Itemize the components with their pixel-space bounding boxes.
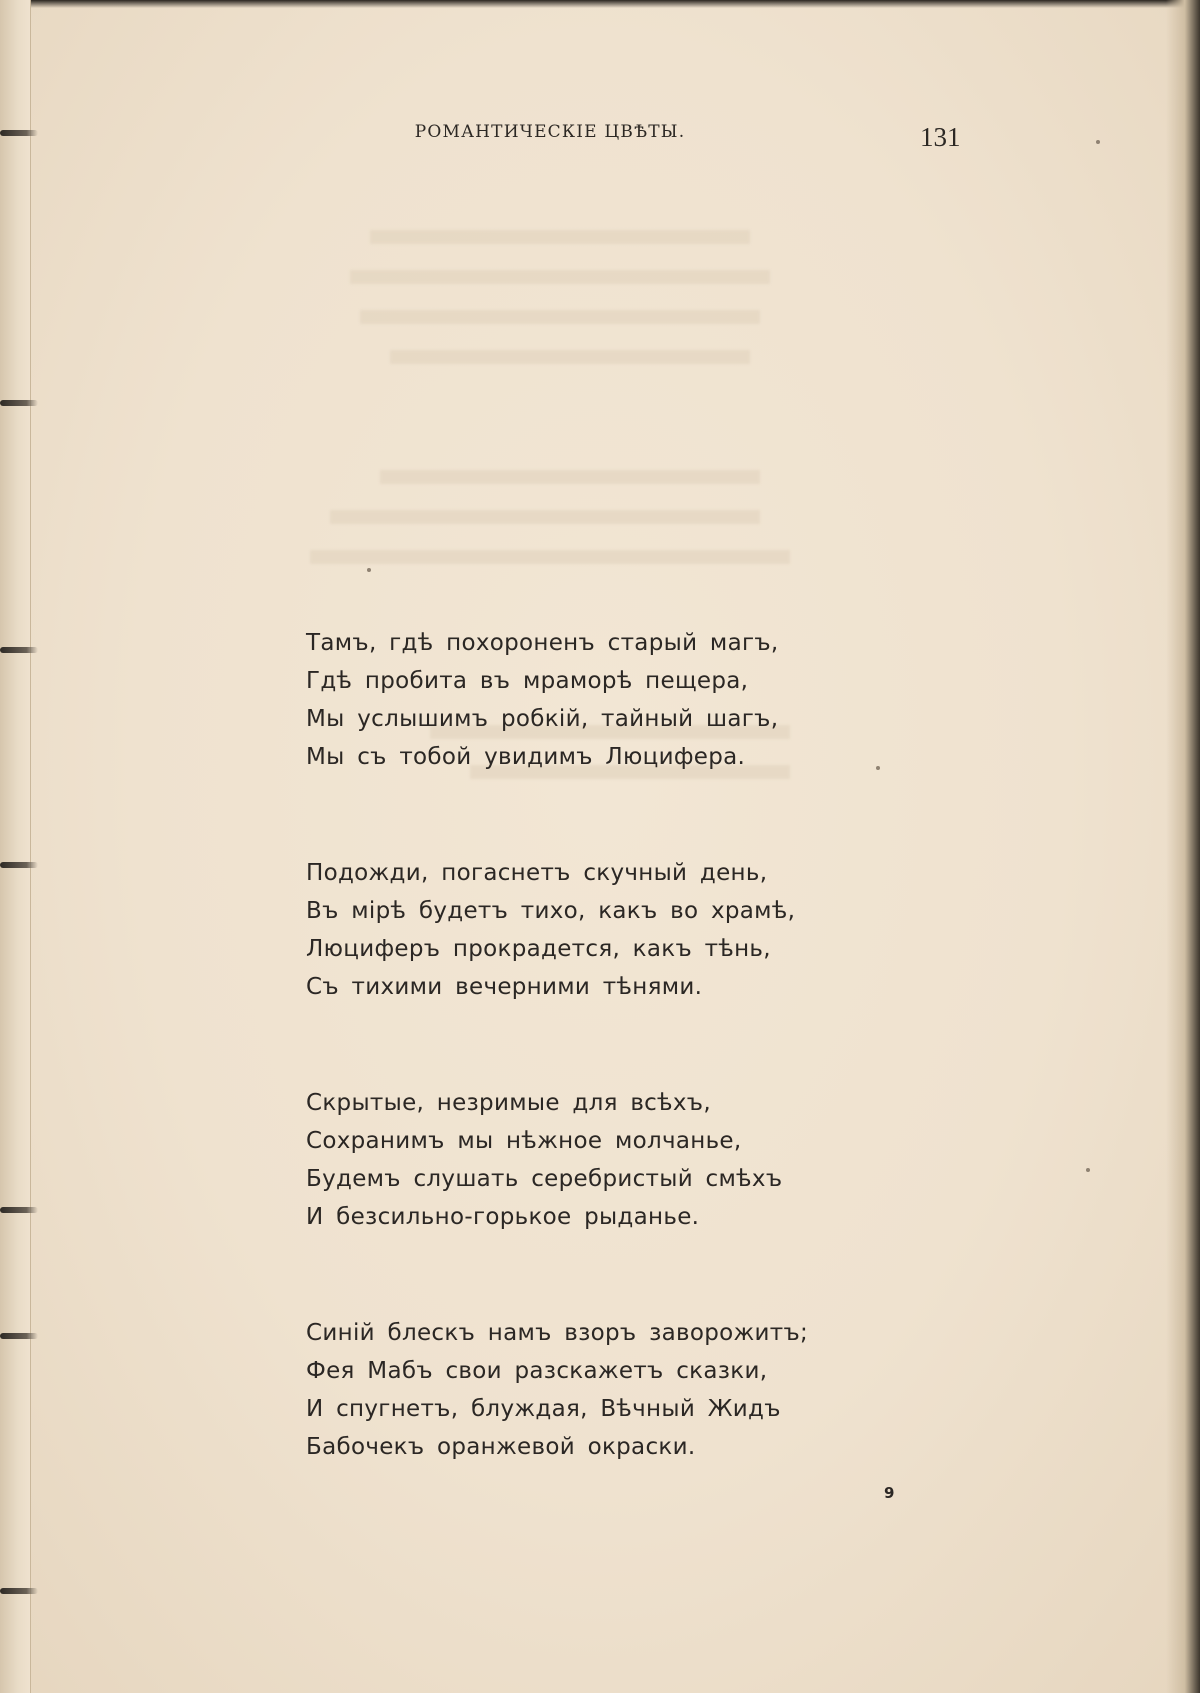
binding-stitch <box>0 862 38 868</box>
poem-line: И безсильно-горькое рыданье. <box>306 1204 700 1230</box>
stanza <box>306 1314 866 1466</box>
running-head: РОМАНТИЧЕСКІЕ ЦВѢТЫ. <box>414 122 686 142</box>
poem-line: Мы съ тобой увидимъ Люцифера. <box>306 744 746 770</box>
poem-line: И спугнетъ, блуждая, Вѣчный Жидъ <box>306 1396 781 1422</box>
binding-strip <box>0 0 31 1693</box>
binding-stitch <box>0 400 38 406</box>
binding-stitch <box>0 1207 38 1213</box>
page-number: 131 <box>920 122 961 152</box>
poem-line: Съ тихими вечерними тѣнями. <box>306 974 703 1000</box>
stanza <box>306 1084 866 1236</box>
poem-line: Скрытые, незримые для всѣхъ, <box>306 1090 711 1116</box>
stanza <box>306 854 866 1006</box>
paper-speck <box>367 568 371 572</box>
page-top-edge <box>0 0 1200 8</box>
show-through-texture <box>310 220 830 370</box>
binding-stitch <box>0 1333 38 1339</box>
poem-line: Сохранимъ мы нѣжное молчанье, <box>306 1128 742 1154</box>
poem-line: Гдѣ пробита въ мраморѣ пещера, <box>306 668 749 694</box>
poem-line: Въ мірѣ будетъ тихо, какъ во храмѣ, <box>306 898 796 924</box>
poem-line: Тамъ, гдѣ похороненъ старый магъ, <box>306 630 779 656</box>
paper-speck <box>1096 140 1100 144</box>
poem-line: Фея Мабъ свои разскажетъ сказки, <box>306 1358 768 1384</box>
printer-signature-mark: 9 <box>884 1484 895 1502</box>
poem-line: Синій блескъ намъ взоръ заворожитъ; <box>306 1320 809 1346</box>
poem-line: Люциферъ прокрадется, какъ тѣнь, <box>306 936 771 962</box>
binding-stitch <box>0 1588 38 1594</box>
poem-line: Мы услышимъ робкій, тайный шагъ, <box>306 706 779 732</box>
show-through-texture <box>310 460 830 590</box>
paper-speck <box>876 766 880 770</box>
binding-stitch <box>0 647 38 653</box>
paper-speck <box>1086 1168 1090 1172</box>
poem <box>306 624 866 1466</box>
binding-stitch <box>0 130 38 136</box>
poem-line: Подожди, погаснетъ скучный день, <box>306 860 768 886</box>
poem-line: Будемъ слушать серебристый смѣхъ <box>306 1166 783 1192</box>
stanza <box>306 624 866 776</box>
page-right-edge <box>1166 0 1200 1693</box>
poem-line: Бабочекъ оранжевой окраски. <box>306 1434 696 1460</box>
